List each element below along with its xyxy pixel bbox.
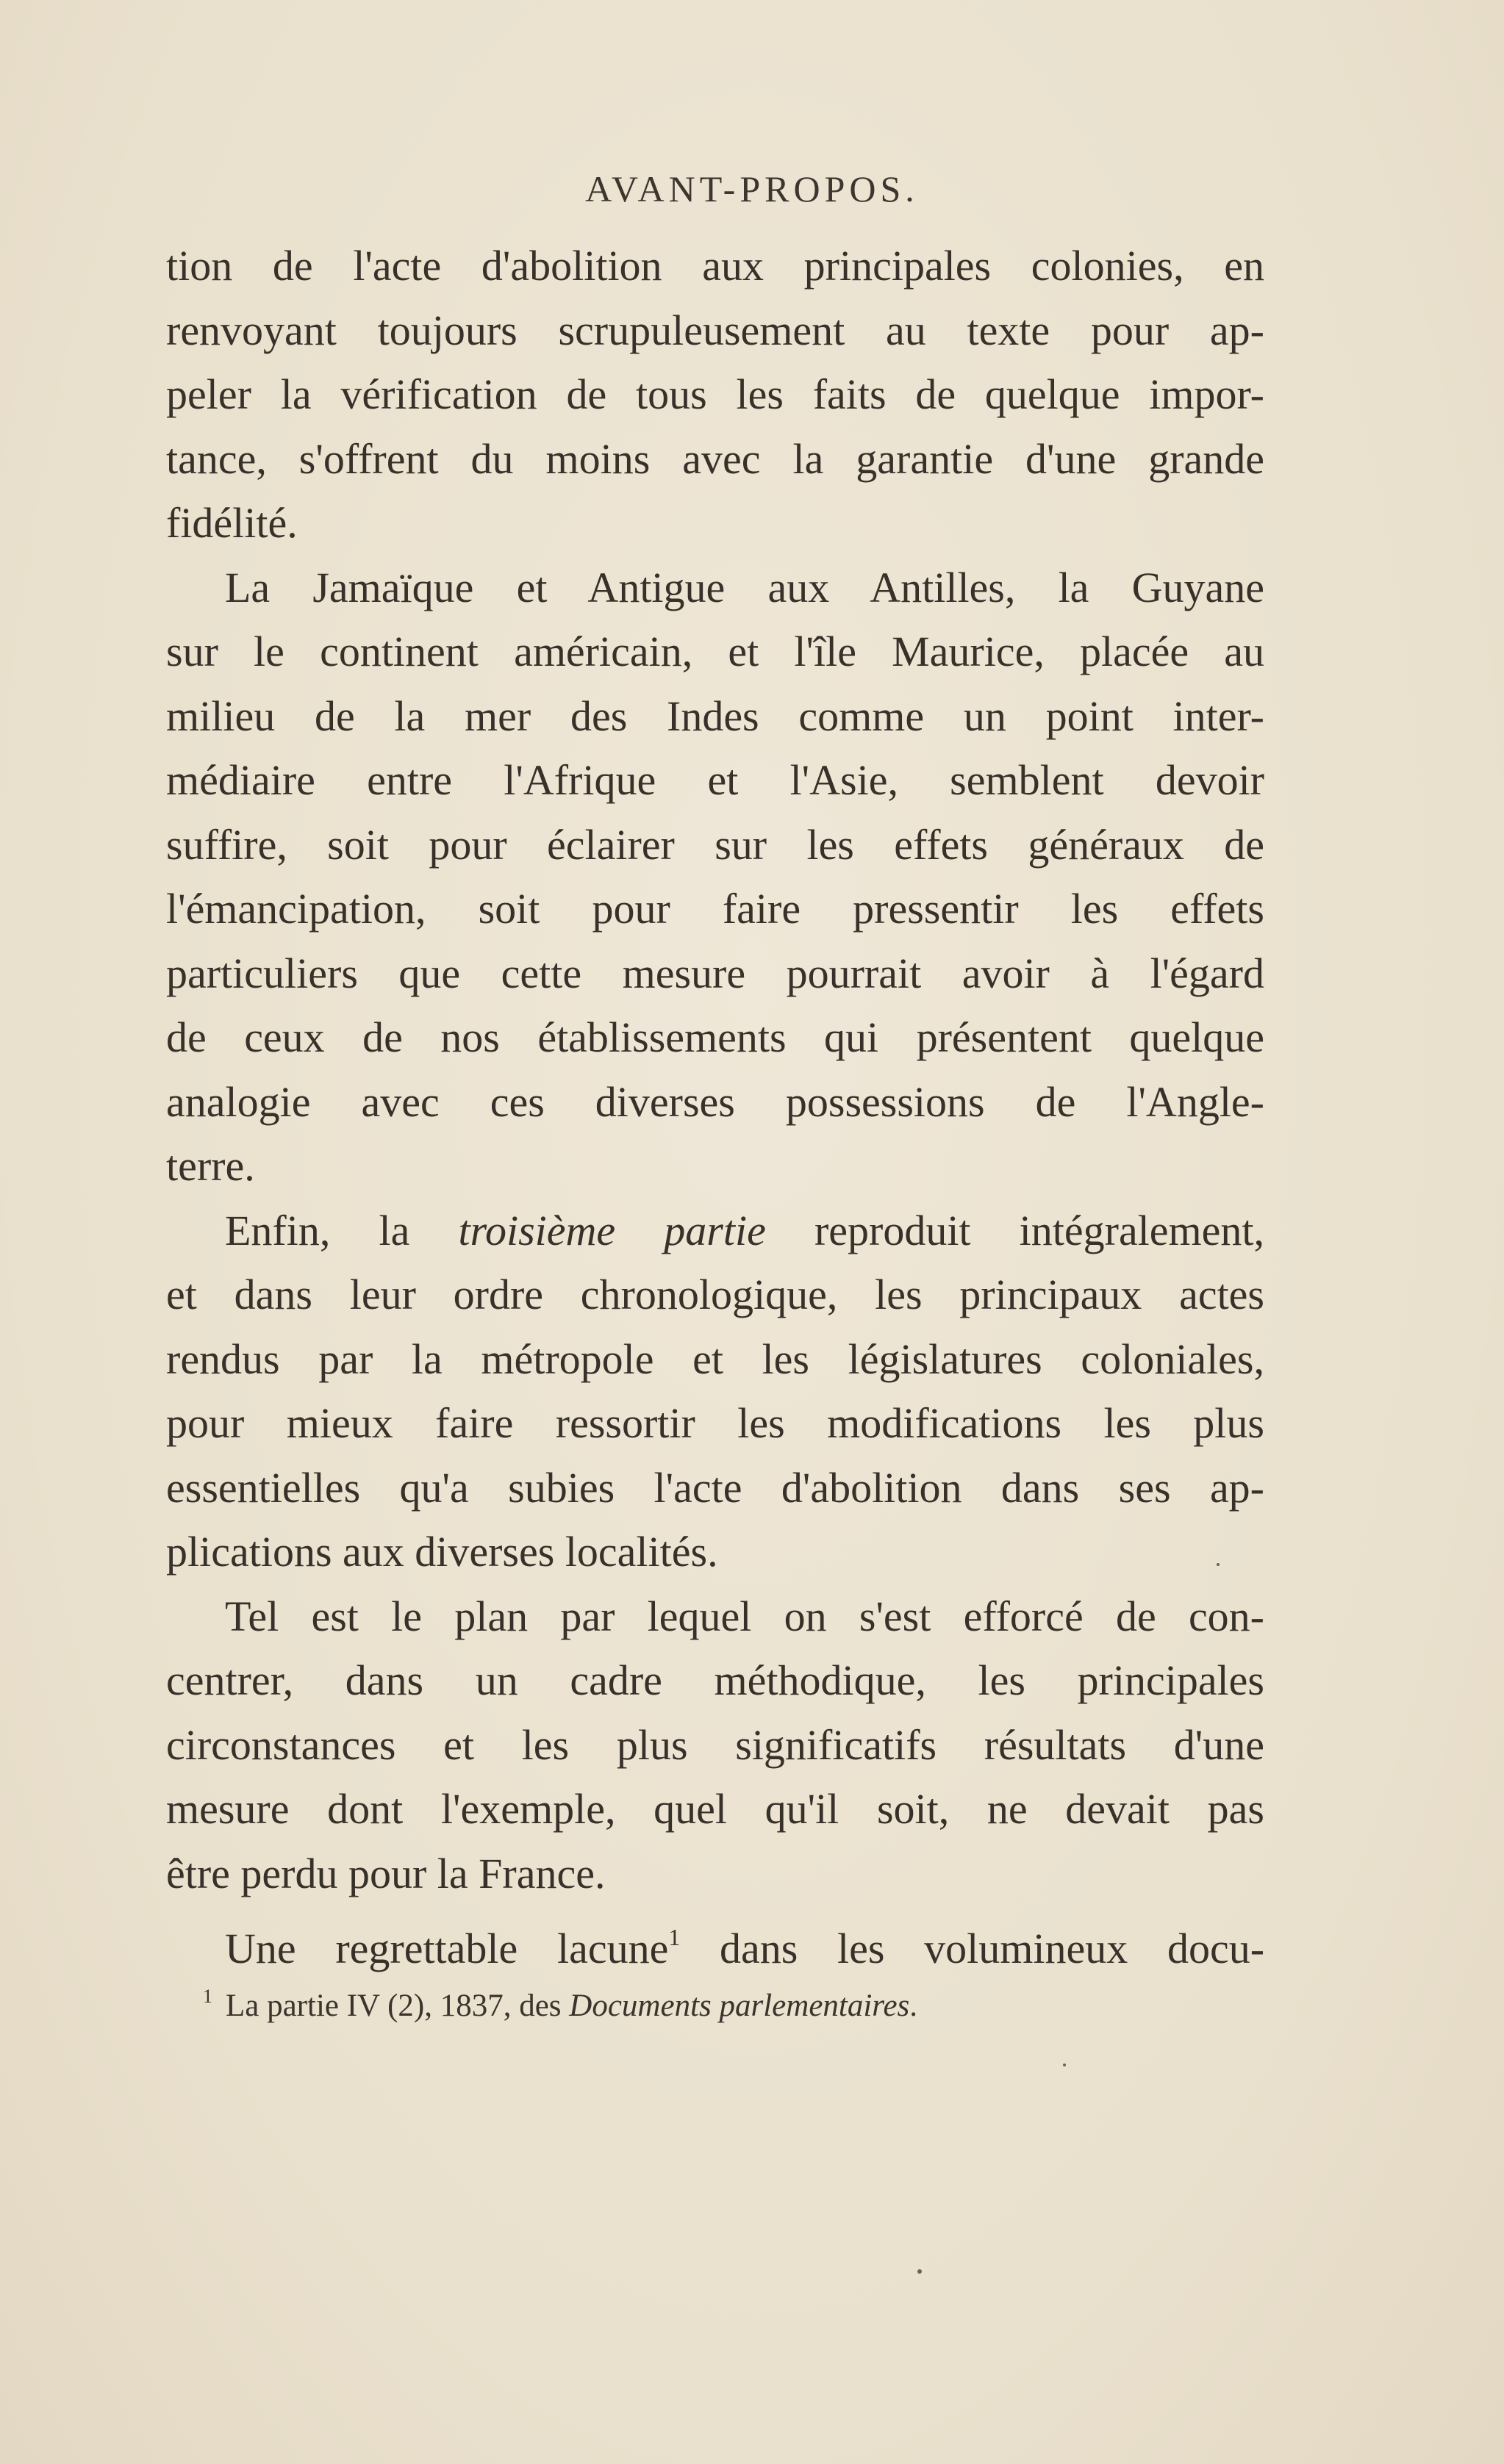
paper-speck: [1063, 2063, 1066, 2066]
footnote: [203, 1986, 917, 2024]
footnote-text-before: La partie IV (2), 1837, des: [226, 1989, 570, 2023]
text-line: suffire, soit pour éclairer sur les effets généraux de: [166, 820, 1264, 869]
text-line: [166, 1199, 1264, 1263]
text-line: pour mieux faire ressortir les modifications les plus: [166, 1399, 1264, 1447]
text-line: La Jamaïque et Antigue aux Antilles, la Guyane: [225, 563, 1264, 611]
text-segment: reproduit intégralement,: [765, 1206, 1265, 1254]
footnote-marker: 1: [203, 1986, 212, 2007]
text-line: essentielles qu'a subies l'acte d'abolition dans ses ap-: [166, 1463, 1264, 1512]
text-line: de ceux de nos établissements qui présentent quelque: [166, 1013, 1264, 1061]
text-line: tance, s'offrent du moins avec la garantie d'une grande: [166, 434, 1264, 483]
text-segment: dans les volumineux docu-: [680, 1925, 1265, 1972]
footnote-text: [226, 1989, 917, 2023]
text-line: circonstances et les plus significatifs résultats d'une: [166, 1720, 1264, 1769]
text-line: médiaire entre l'Afrique et l'Asie, semblent devoir: [166, 756, 1264, 804]
running-head: AVANT-PROPOS.: [585, 168, 919, 209]
text-line: renvoyant toujours scrupuleusement au texte pour ap-: [166, 306, 1264, 354]
footnote-ref: 1: [668, 1924, 681, 1950]
paper-speck: [1217, 1563, 1220, 1566]
footnote-text-after: .: [909, 1989, 918, 2023]
text-segment: Enfin, la: [225, 1206, 459, 1254]
text-line: l'émancipation, soit pour faire pressentir les effets: [166, 885, 1264, 933]
footnote-italic: Documents parlementaires: [569, 1989, 910, 2023]
paper-speck: [917, 2269, 922, 2274]
text-line: mesure dont l'exemple, quel qu'il soit, ne devait pas: [166, 1785, 1264, 1833]
text-line: [166, 1906, 1264, 1970]
text-line: milieu de la mer des Indes comme un point inter-: [166, 692, 1264, 740]
text-line: analogie avec ces diverses possessions de l'Angle-: [166, 1077, 1264, 1126]
text-line: Tel est le plan par lequel on s'est efforcé de con-: [225, 1592, 1264, 1640]
text-line: rendus par la métropole et les législatures coloniales,: [166, 1335, 1264, 1383]
body-text: [166, 234, 1264, 1970]
text-line: être perdu pour la France.: [166, 1849, 606, 1897]
text-line: et dans leur ordre chronologique, les principaux actes: [166, 1271, 1264, 1318]
text-line: centrer, dans un cadre méthodique, les principales: [166, 1656, 1264, 1704]
text-line: sur le continent américain, et l'île Maurice, placée au: [166, 628, 1264, 675]
text-line: tion de l'acte d'abolition aux principales colonies, en: [166, 242, 1264, 290]
text-line: fidélité.: [166, 499, 298, 547]
text-line: particuliers que cette mesure pourrait avoir à l'égard: [166, 949, 1264, 997]
italic-phrase: troisième partie: [458, 1206, 766, 1254]
text-segment: Une regrettable lacune: [225, 1925, 669, 1972]
text-line: peler la vérification de tous les faits de quelque impor-: [166, 370, 1264, 418]
text-line: terre.: [166, 1142, 255, 1190]
text-line: plications aux diverses localités.: [166, 1528, 718, 1576]
